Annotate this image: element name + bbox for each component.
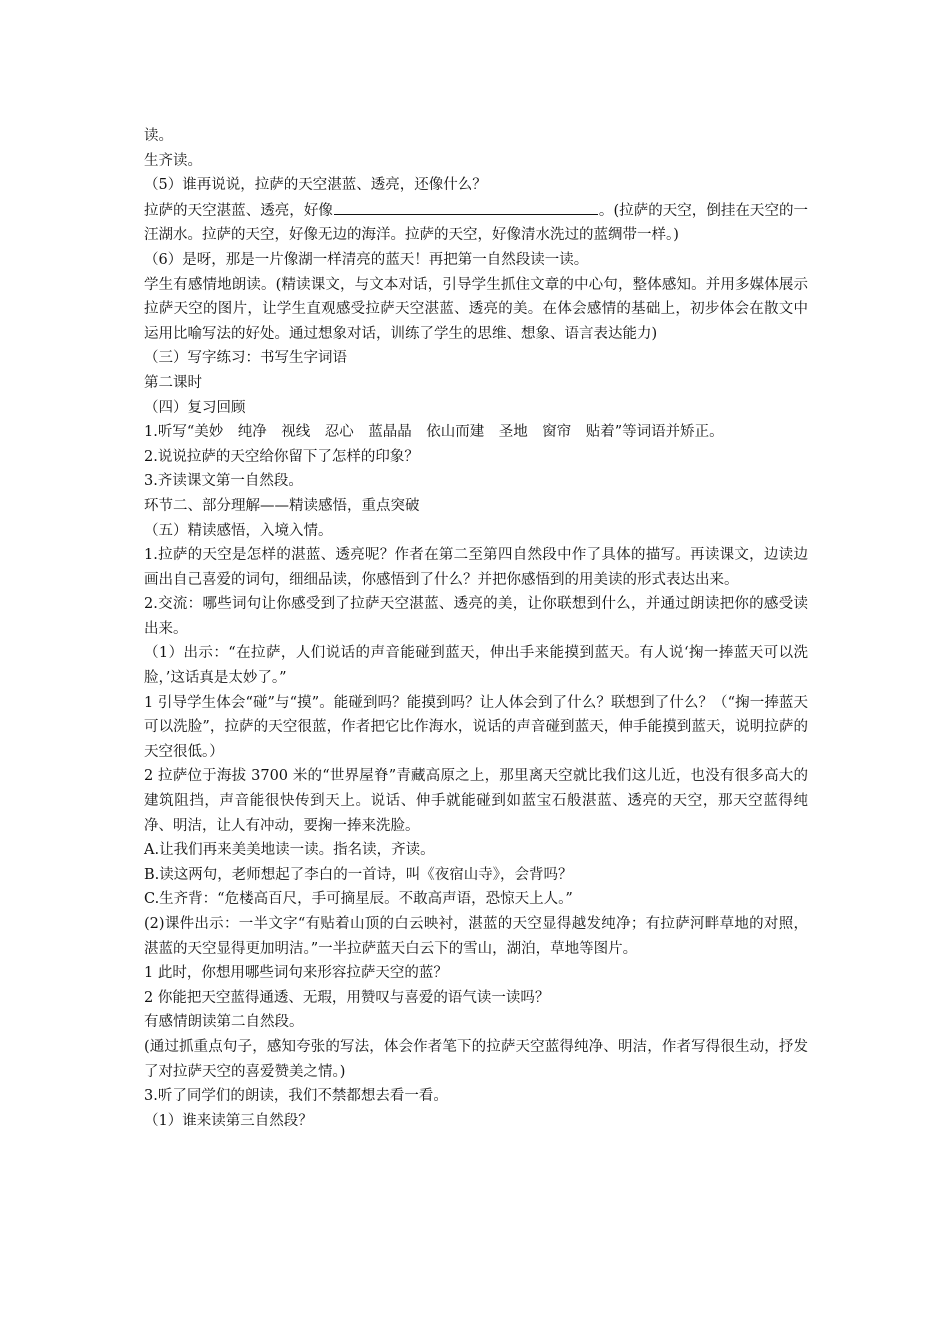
fill-blank-suffix: 。(拉萨的天空，倒挂在天空的一汪湖水。拉萨的天空，好像无边的海洋。拉萨的天空，好像清水洗过的蓝绸带一样。)	[144, 202, 808, 244]
paragraph: （1）出示：“在拉萨，人们说话的声音能碰到蓝天，伸出手来能摸到蓝天。有人说‘掬一捧蓝天可以洗脸，’这话真是太妙了。”	[144, 645, 808, 687]
paragraph: 2.交流：哪些词句让你感受到了拉萨天空湛蓝、透亮的美，让你联想到什么，并通过朗读把你的感受读出来。	[144, 596, 808, 637]
paragraph: 学生有感情地朗读。(精读课文，与文本对话，引导学生抓住文章的中心句，整体感知。并用多媒体展示拉萨天空的图片，让学生直观感受拉萨天空湛蓝、透亮的美。在体会感情的基础上，初步体会在散文中运用比喻写法的好处。通过想象对话，训练了学生的思维、想象、语言表达能力)	[144, 276, 808, 342]
paragraph: 3.齐读课文第一自然段。	[144, 473, 303, 490]
paragraph: 1 此时，你想用哪些词句来形容拉萨天空的蓝？	[144, 965, 448, 982]
fill-blank-prefix: 拉萨的天空湛蓝、透亮，好像	[144, 202, 333, 219]
paragraph: （6）是呀，那是一片像湖一样清亮的蓝天！再把第一自然段读一读。	[144, 251, 589, 268]
paragraph: 生齐读。	[144, 152, 202, 169]
paragraph: 3.听了同学们的朗读，我们不禁都想去看一看。	[144, 1088, 448, 1105]
section-heading: （五）精读感悟，入境入情。	[144, 522, 333, 539]
paragraph: 2.说说拉萨的天空给你留下了怎样的印象？	[144, 448, 419, 465]
paragraph: 1.听写“美妙 纯净 视线 忍心 蓝晶晶 依山而建 圣地 窗帘 贴着”等词语并矫正。	[144, 424, 724, 441]
paragraph: 1.拉萨的天空是怎样的湛蓝、透亮呢？作者在第二至第四自然段中作了具体的描写。再读课文，边读边画出自己喜爱的词句，细细品读，你感悟到了什么？并把你感悟到的用美读的形式表达出来。	[144, 547, 808, 588]
section-heading: （三）写字练习：书写生字词语	[144, 350, 347, 367]
fill-blank-paragraph	[144, 198, 808, 248]
paragraph: (2)课件出示：一半文字“有贴着山顶的白云映衬，湛蓝的天空显得越发纯净；有拉萨河畔草地的对照，湛蓝的天空显得更加明洁。”一半拉萨蓝天白云下的雪山，湖泊，草地等图片。	[144, 916, 808, 957]
section-heading: 环节二、部分理解——精读感悟，重点突破	[144, 497, 420, 514]
section-heading: （四）复习回顾	[144, 399, 246, 416]
document-page	[144, 124, 808, 1133]
paragraph: C.生齐背：“危楼高百尺，手可摘星辰。不敢高声语，恐惊天上人。”	[144, 891, 573, 908]
paragraph: (通过抓重点句子，感知夸张的写法，体会作者笔下的拉萨天空蓝得纯净、明洁，作者写得很生动，抒发了对拉萨天空的喜爱赞美之情。)	[144, 1038, 808, 1080]
paragraph: （1）谁来读第三自然段？	[144, 1112, 313, 1129]
paragraph: A.让我们再来美美地读一读。指名读，齐读。	[144, 842, 435, 859]
paragraph: 有感情朗读第二自然段。	[144, 1014, 304, 1031]
paragraph: （5）谁再说说，拉萨的天空湛蓝、透亮，还像什么？	[144, 177, 487, 194]
lesson-heading: 第二课时	[144, 374, 202, 391]
paragraph: 1 引导学生体会“碰”与“摸”。能碰到吗？能摸到吗？让人体会到了什么？联想到了什么？（“掬一捧蓝天可以洗脸”，拉萨的天空很蓝，作者把它比作海水，说话的声音碰到蓝天，伸手能摸到蓝天，说明拉萨的天空很低。）	[144, 694, 808, 760]
answer-blank-line	[334, 198, 598, 215]
paragraph: 读。	[144, 128, 173, 144]
paragraph: 2 你能把天空蓝得通透、无瑕，用赞叹与喜爱的语气读一读吗？	[144, 989, 550, 1006]
paragraph: 2 拉萨位于海拔 3700 米的“世界屋脊”青藏高原之上，那里离天空就比我们这儿近，也没有很多高大的建筑阻挡，声音能很快传到天上。说话、伸手就能碰到如蓝宝石般湛蓝、透亮的天空，那天空蓝得纯净、明洁，让人有冲动，要掬一捧来洗脸。	[144, 768, 808, 834]
paragraph: B.读这两句，老师想起了李白的一首诗，叫《夜宿山寺》，会背吗？	[144, 866, 573, 883]
